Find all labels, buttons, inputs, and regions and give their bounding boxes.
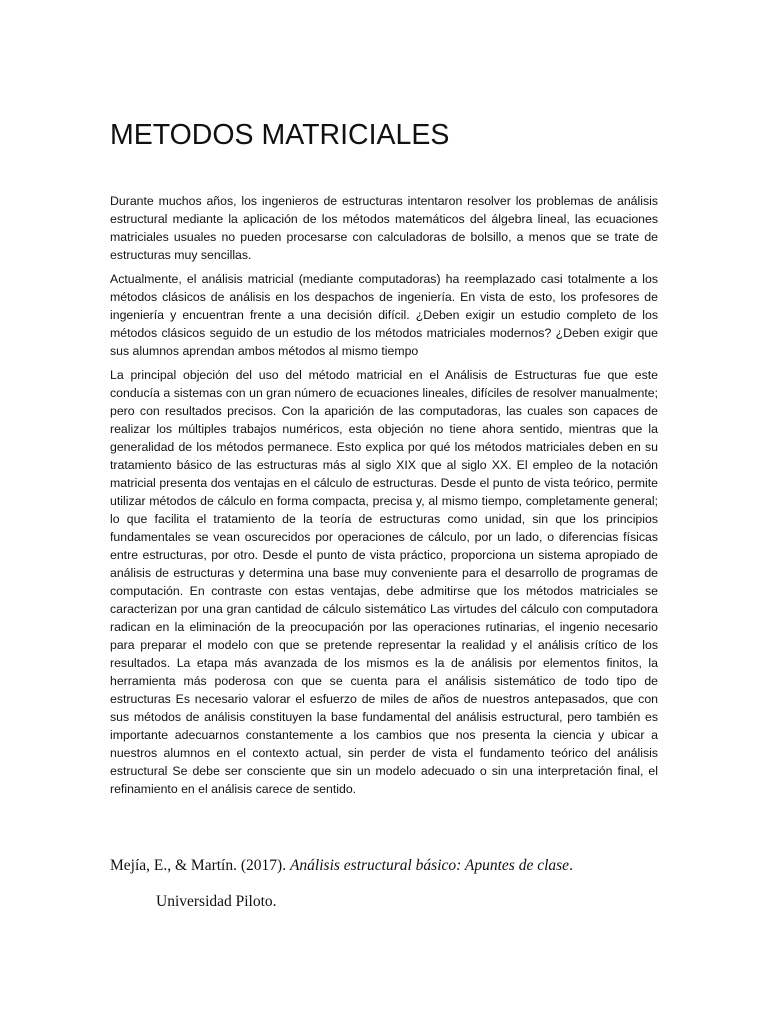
document-title: METODOS MATRICIALES [110, 119, 450, 151]
citation-title-period: . [569, 857, 573, 874]
reference-citation [110, 856, 670, 912]
citation-publisher: Universidad Piloto. [156, 893, 277, 910]
paragraph-current-practice: Actualmente, el análisis matricial (mediante computadoras) ha reemplazado casi totalmente a los métodos clásicos de análisis en los despachos de ingeniería. En vista de esto, los profesores de ingeniería y encuentran frente a una decisión difícil. ¿Deben exigir un estudio completo de los métodos clásicos seguido de un estudio de los métodos matriciales modernos? ¿Deben exigir que sus alumnos aprendan ambos métodos al mismo tiempo [110, 272, 658, 358]
document-body [110, 192, 658, 804]
citation-line-main [110, 856, 670, 876]
citation-authors-year: Mejía, E., & Martín. (2017). [110, 857, 290, 874]
citation-work-title: Análisis estructural básico: Apuntes de clase [289, 857, 570, 874]
paragraph-objection: La principal objeción del uso del método matricial en el Análisis de Estructuras fue que este conducía a sistemas con un gran número de ecuaciones lineales, difíciles de resolver manualmente; pero con resultados precisos. Con la aparición de las computadoras, las cuales son capaces de realizar los múltiples trabajos numéricos, esta objeción no tiene ahora sentido, mientras que la generalidad de los métodos permanece. Esto explica por qué los métodos matriciales deben en su tratamiento básico de las estructuras más al siglo XIX que al siglo XX. El empleo de la notación matricial presenta dos ventajas en el cálculo de estructuras. Desde el punto de vista teórico, permite utilizar métodos de cálculo en forma compacta, precisa y, al mismo tiempo, completamente general; lo que facilita el tratamiento de la teoría de estructuras como unidad, sin que los principios fundamentales se vean oscurecidos por operaciones de cálculo, por un lado, o diferencias físicas entre estructuras, por otro. Desde el punto de vista práctico, proporciona un sistema apropiado de análisis de estructuras y determina una base muy conveniente para el desarrollo de programas de computación. En contraste con estas ventajas, debe admitirse que los métodos matriciales se caracterizan por una gran cantidad de cálculo sistemático Las virtudes del cálculo con computadora radican en la eliminación de la preocupación por las operaciones rutinarias, el ingenio necesario para preparar el modelo con que se pretende representar la realidad y el análisis crítico de los resultados. La etapa más avanzada de los mismos es la de análisis por elementos finitos, la herramienta más poderosa con que se cuenta para el análisis sistemático de todo tipo de estructuras Es necesario valorar el esfuerzo de miles de años de nuestros antepasados, que con sus métodos de análisis constituyen la base fundamental del análisis estructural, pero también es importante adecuarnos constantemente a los cambios que nos presenta la ciencia y ubicar a nuestros alumnos en el contexto actual, sin perder de vista el fundamento teórico del análisis estructural Se debe ser consciente que sin un modelo adecuado o sin una interpretación final, el refinamiento en el análisis carece de sentido. [110, 368, 658, 796]
paragraph-intro: Durante muchos años, los ingenieros de estructuras intentaron resolver los problemas de análisis estructural mediante la aplicación de los métodos matemáticos del álgebra lineal, las ecuaciones matriciales usuales no pueden procesarse con calculadoras de bolsillo, a menos que se trate de estructuras muy sencillas. [110, 194, 658, 262]
